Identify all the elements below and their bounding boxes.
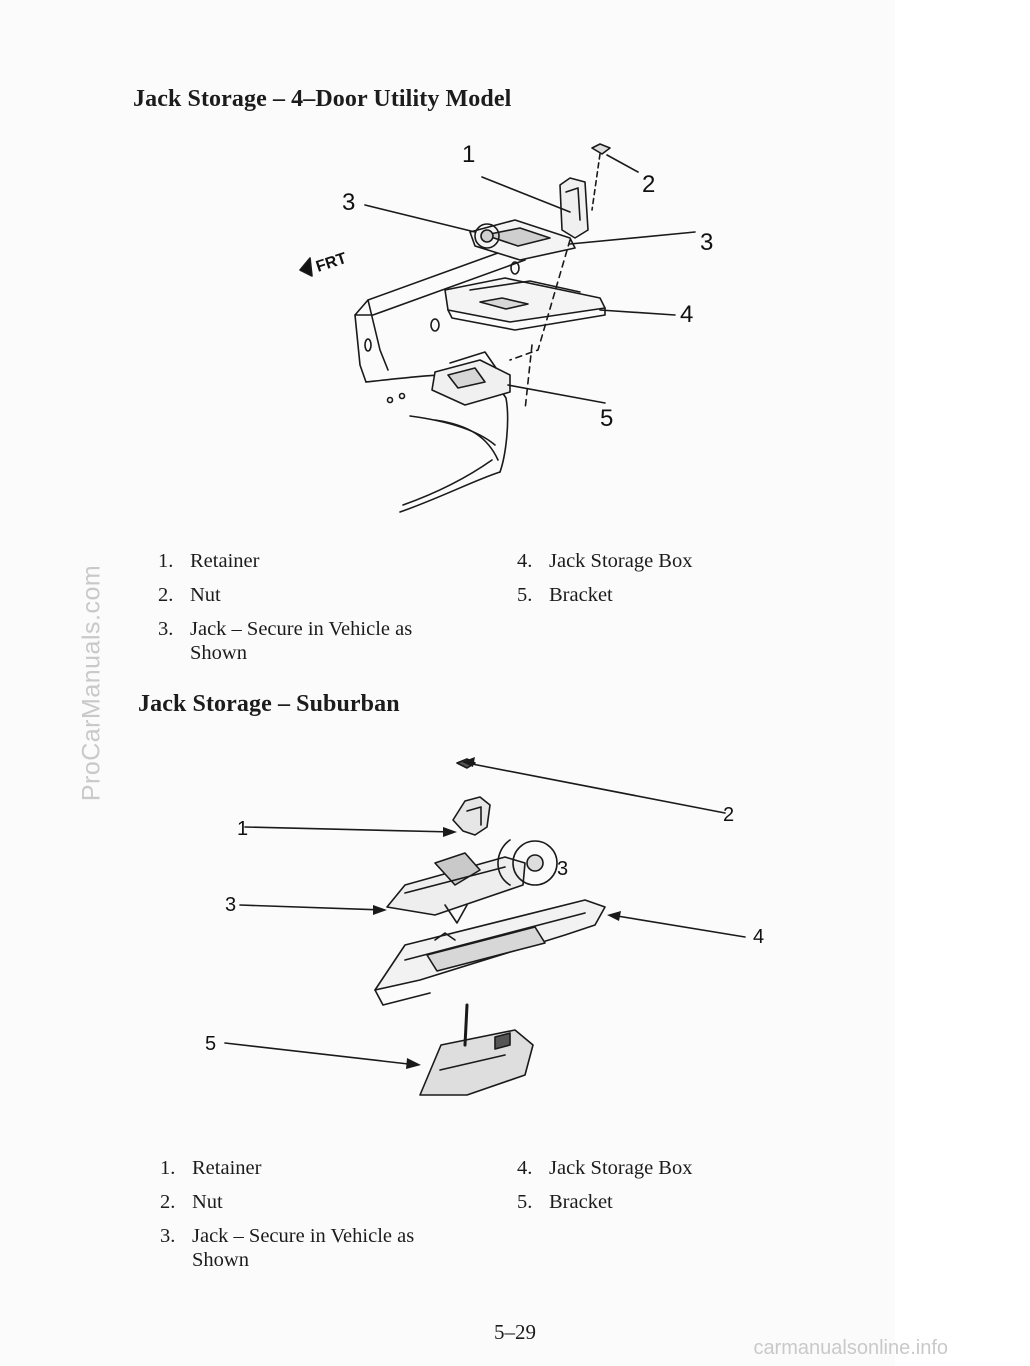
legend-item: 3. Jack – Secure in Vehicle as Shown (158, 618, 413, 664)
callout-3-right: 3 (700, 229, 714, 256)
legend-suburban-right (517, 1156, 817, 1224)
callout-2: 2 (642, 171, 656, 198)
callout-5: 5 (600, 405, 614, 432)
callout-5: 5 (205, 1033, 217, 1055)
callout-2: 2 (723, 804, 735, 826)
legend-item: 5. Bracket (517, 1191, 613, 1213)
callout-4: 4 (680, 301, 694, 328)
section-title-utility: Jack Storage – 4–Door Utility Model (133, 86, 512, 112)
legend-item: 2. Nut (160, 1191, 223, 1213)
page-margin (895, 0, 960, 1366)
bottom-watermark: carmanualsonline.info (753, 1337, 948, 1359)
callout-3-left: 3 (225, 894, 237, 916)
direction-label: FRT (313, 250, 349, 276)
callout-3-left: 3 (342, 189, 356, 216)
callout-1: 1 (237, 818, 249, 840)
legend-item: 4. Jack Storage Box (517, 550, 693, 572)
page-number: 5–29 (494, 1320, 536, 1344)
section-title-suburban: Jack Storage – Suburban (138, 691, 400, 717)
legend-utility-left (158, 549, 468, 675)
callout-3-right: 3 (557, 858, 569, 880)
jack-storage-suburban-illustration (205, 745, 765, 1125)
legend-suburban-left (160, 1156, 470, 1282)
legend-item: 1. Retainer (160, 1157, 262, 1179)
legend-item: 5. Bracket (517, 584, 613, 606)
legend-utility-right (517, 549, 817, 617)
legend-item: 3. Jack – Secure in Vehicle as Shown (160, 1225, 415, 1271)
legend-item: 1. Retainer (158, 550, 260, 572)
callout-1: 1 (462, 141, 476, 168)
side-watermark: ProCarManuals.com (77, 564, 106, 802)
legend-item: 2. Nut (158, 584, 221, 606)
jack-storage-utility-illustration (270, 120, 750, 520)
callout-4: 4 (753, 926, 765, 948)
legend-item: 4. Jack Storage Box (517, 1157, 693, 1179)
